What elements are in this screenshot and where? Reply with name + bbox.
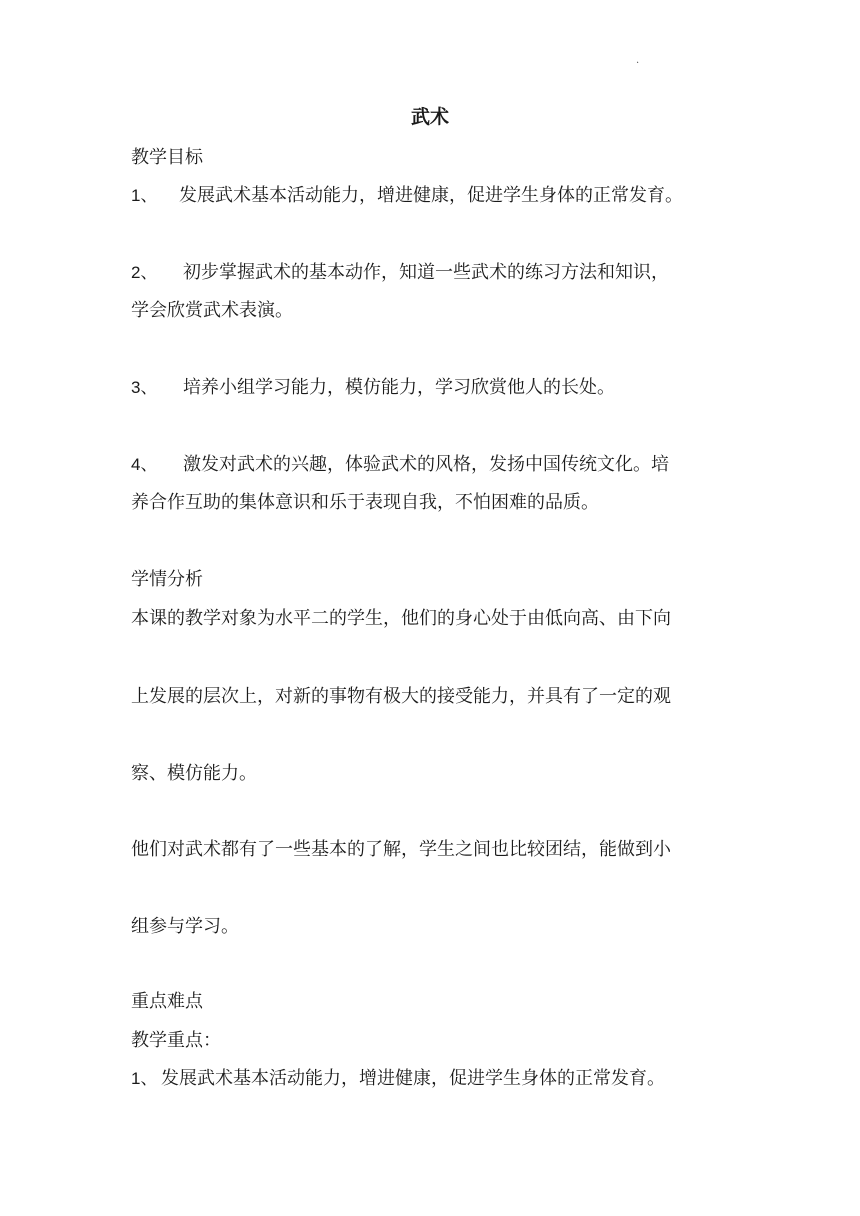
objective-number: 3、 [131, 378, 158, 397]
objective-item-4-continued: 养合作互助的集体意识和乐于表现自我，不怕困难的品质。 [131, 492, 599, 513]
document-title: 武术 [410, 106, 449, 128]
analysis-paragraph-1-line-3: 察、模仿能力。 [131, 763, 257, 784]
objective-text: 发展武术基本活动能力，增进健康，促进学生身体的正常发育。 [179, 185, 683, 206]
objective-text: 培养小组学习能力，模仿能力，学习欣赏他人的长处。 [183, 377, 615, 398]
objective-number: 4、 [131, 455, 158, 474]
objective-text: 初步掌握武术的基本动作，知道一些武术的练习方法和知识， [183, 262, 669, 283]
objective-item-2-continued: 学会欣赏武术表演。 [131, 300, 293, 321]
objectives-heading: 教学目标 [131, 147, 203, 168]
key-points-heading: 重点难点 [131, 991, 203, 1012]
objective-text: 激发对武术的兴趣，体验武术的风格，发扬中国传统文化。培 [183, 454, 669, 475]
analysis-paragraph-2-line-2: 组参与学习。 [131, 916, 239, 937]
objective-item-1 [131, 183, 683, 209]
key-point-item-1 [131, 1066, 665, 1092]
objective-item-4 [131, 452, 669, 478]
page-mark: . [636, 55, 640, 66]
analysis-heading: 学情分析 [131, 569, 203, 590]
analysis-paragraph-1-line-2: 上发展的层次上，对新的事物有极大的接受能力，并具有了一定的观 [131, 686, 671, 707]
objective-number: 1、 [131, 186, 158, 205]
objective-item-2 [131, 260, 669, 286]
analysis-paragraph-2-line-1: 他们对武术都有了一些基本的了解，学生之间也比较团结，能做到小 [131, 839, 671, 860]
objective-item-3 [131, 375, 615, 401]
analysis-paragraph-1-line-1: 本课的教学对象为水平二的学生，他们的身心处于由低向高、由下向 [131, 608, 671, 629]
key-point-text: 发展武术基本活动能力，增进健康，促进学生身体的正常发育。 [161, 1068, 665, 1089]
objective-number: 2、 [131, 263, 158, 282]
key-points-subheading: 教学重点： [131, 1030, 221, 1051]
key-point-number: 1、 [131, 1069, 158, 1088]
